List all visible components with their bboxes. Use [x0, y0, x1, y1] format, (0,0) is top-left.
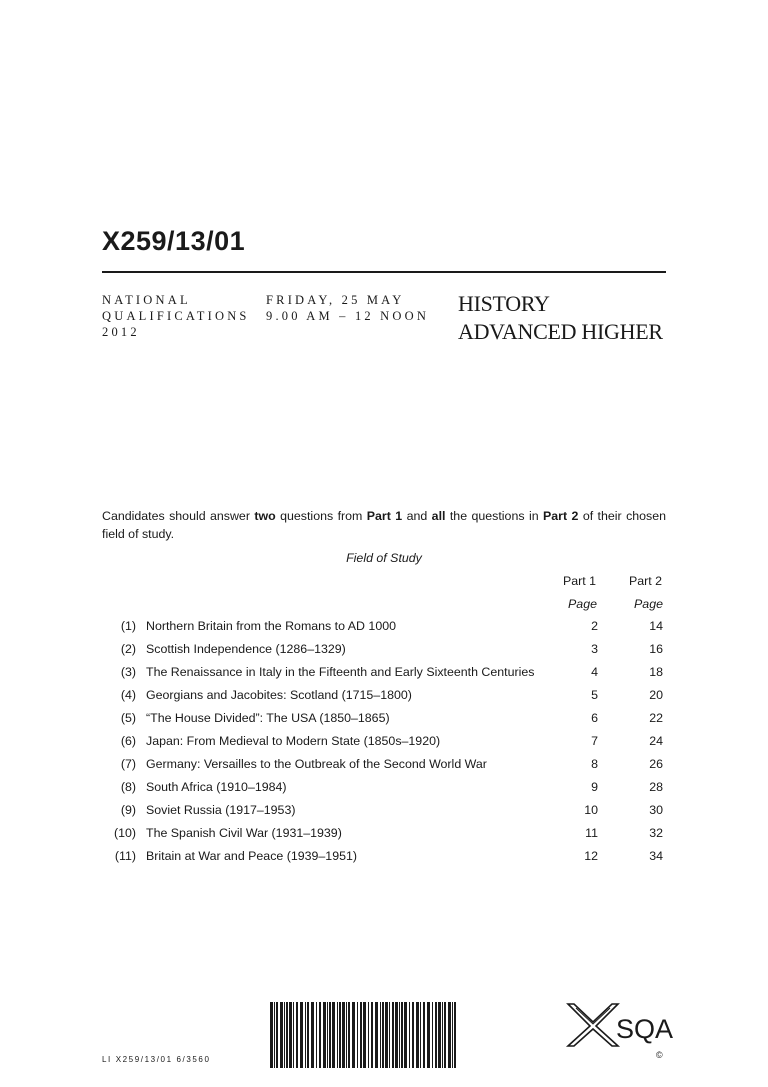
row-p1: 8: [591, 757, 598, 771]
barcode-bar: [385, 1002, 388, 1068]
row-p2: 18: [649, 665, 663, 679]
table-row: [102, 642, 666, 665]
table-row: [102, 803, 666, 826]
part2-header: Part 2: [628, 574, 662, 588]
qualifications-line: QUALIFICATIONS: [102, 309, 250, 323]
row-title: Japan: From Medieval to Modern State (1850s–1920): [146, 734, 441, 748]
row-title: Scottish Independence (1286–1329): [146, 642, 346, 656]
subject-title: [458, 290, 663, 346]
row-num: (8): [120, 780, 136, 794]
barcode-bar: [412, 1002, 414, 1068]
instructions-text: of their chosen field of study.: [102, 509, 667, 541]
row-title: Georgians and Jacobites: Scotland (1715–1800): [146, 688, 412, 702]
table-row: [102, 849, 666, 872]
instructions-bold: all: [431, 509, 446, 523]
row-title: South Africa (1910–1984): [146, 780, 287, 794]
row-num: (5): [120, 711, 136, 725]
exam-date: [266, 292, 429, 324]
barcode-bar: [280, 1002, 283, 1068]
barcode-bar: [401, 1002, 403, 1068]
barcode-bar: [296, 1002, 298, 1068]
barcode-bar: [339, 1002, 341, 1068]
barcode-bar: [311, 1002, 314, 1068]
barcode-bar: [438, 1002, 441, 1068]
row-p2: 22: [649, 711, 663, 725]
table-row: [102, 711, 666, 734]
table-row: [102, 734, 666, 757]
barcode-bar: [399, 1002, 400, 1068]
barcode-bar: [363, 1002, 366, 1068]
row-p1: 4: [591, 665, 598, 679]
row-num: (6): [120, 734, 136, 748]
row-p2: 26: [649, 757, 663, 771]
row-title: “The House Divided”: The USA (1850–1865): [146, 711, 390, 725]
barcode-bar: [286, 1002, 288, 1068]
paper-code: X259/13/01: [102, 226, 246, 256]
row-num: (7): [120, 757, 136, 771]
barcode-bar: [348, 1002, 350, 1068]
row-p2: 34: [649, 849, 663, 863]
row-p1: 9: [591, 780, 598, 794]
row-title: Britain at War and Peace (1939–1951): [146, 849, 357, 863]
row-p2: 28: [649, 780, 663, 794]
row-p2: 30: [649, 803, 663, 817]
barcode-bar: [300, 1002, 303, 1068]
time-line: 9.00 AM – 12 NOON: [266, 309, 430, 323]
row-p1: 7: [591, 734, 598, 748]
instructions-text: and: [402, 509, 432, 523]
row-p2: 20: [649, 688, 663, 702]
barcode-bar: [454, 1002, 456, 1068]
row-p1: 3: [591, 642, 598, 656]
barcode-bar: [452, 1002, 453, 1068]
field-of-study-caption: Field of Study: [346, 551, 422, 565]
row-p1: 6: [591, 711, 598, 725]
row-p2: 16: [649, 642, 663, 656]
barcode-image: [270, 1002, 456, 1068]
instructions-bold: two: [254, 509, 276, 523]
row-p1: 2: [591, 619, 598, 633]
row-p1: 5: [591, 688, 598, 702]
barcode-bar: [357, 1002, 358, 1068]
barcode-bar: [329, 1002, 331, 1068]
barcode-bar: [346, 1002, 347, 1068]
table-row: [102, 665, 666, 688]
barcode-bar: [423, 1002, 425, 1068]
year-line: 2012: [102, 325, 140, 339]
barcode-bar: [337, 1002, 338, 1068]
barcode-bar: [293, 1002, 294, 1068]
barcode-bar: [319, 1002, 321, 1068]
table-row: [102, 826, 666, 849]
barcode-bar: [352, 1002, 355, 1068]
table-row: [102, 757, 666, 780]
barcode-bar: [368, 1002, 369, 1068]
barcode-bar: [427, 1002, 430, 1068]
barcode-bar: [404, 1002, 407, 1068]
level-line: ADVANCED HIGHER: [458, 319, 663, 344]
barcode-bar: [380, 1002, 381, 1068]
barcode-bar: [332, 1002, 335, 1068]
row-p2: 32: [649, 826, 663, 840]
row-num: (11): [114, 849, 136, 863]
table-row: [102, 619, 666, 642]
date-line: FRIDAY, 25 MAY: [266, 293, 405, 307]
national-line: NATIONAL: [102, 293, 191, 307]
barcode-bar: [409, 1002, 410, 1068]
sqa-logo-text: SQA: [616, 1014, 674, 1044]
barcode-bar: [392, 1002, 394, 1068]
row-num: (9): [120, 803, 136, 817]
row-p2: 14: [649, 619, 663, 633]
barcode-bar: [327, 1002, 328, 1068]
row-p2: 24: [649, 734, 663, 748]
row-num: (1): [120, 619, 136, 633]
barcode-bar: [276, 1002, 278, 1068]
national-qualifications: [102, 292, 250, 340]
instructions: [102, 507, 666, 543]
sqa-logo: [560, 1000, 674, 1048]
barcode-bar: [395, 1002, 398, 1068]
row-title: The Spanish Civil War (1931–1939): [146, 826, 342, 840]
barcode-bar: [342, 1002, 345, 1068]
part1-page-header: Page: [568, 597, 597, 611]
field-of-study-table: [102, 619, 666, 872]
barcode-bar: [442, 1002, 443, 1068]
subject-line: HISTORY: [458, 291, 550, 316]
row-title: The Renaissance in Italy in the Fifteenth and Early Sixteenth Centuries: [146, 665, 535, 679]
part1-header: Part 1: [562, 574, 596, 588]
barcode-bar: [371, 1002, 373, 1068]
footer-code: LI X259/13/01 6/3560: [102, 1055, 211, 1064]
barcode-bar: [416, 1002, 419, 1068]
barcode-bar: [435, 1002, 437, 1068]
barcode-bar: [305, 1002, 306, 1068]
row-title: Soviet Russia (1917–1953): [146, 803, 296, 817]
row-title: Germany: Versailles to the Outbreak of the Second World War: [146, 757, 487, 771]
table-row: [102, 780, 666, 803]
barcode-bar: [420, 1002, 421, 1068]
row-num: (4): [120, 688, 136, 702]
header-rule: [102, 271, 666, 273]
row-num: (2): [120, 642, 136, 656]
barcode-bar: [389, 1002, 390, 1068]
barcode-bar: [448, 1002, 451, 1068]
barcode-bar: [444, 1002, 446, 1068]
barcode-bar: [307, 1002, 309, 1068]
barcode-bar: [316, 1002, 317, 1068]
copyright-mark: ©: [656, 1050, 663, 1060]
barcode-bar: [360, 1002, 362, 1068]
row-p1: 12: [584, 849, 598, 863]
row-title: Northern Britain from the Romans to AD 1000: [146, 619, 396, 633]
instructions-text: Candidates should answer: [102, 509, 255, 523]
barcode-bar: [270, 1002, 273, 1068]
instructions-text: questions from: [275, 509, 367, 523]
barcode-bar: [284, 1002, 285, 1068]
row-p1: 11: [585, 826, 598, 840]
instructions-bold: Part 1: [366, 509, 403, 523]
barcode-bar: [382, 1002, 384, 1068]
row-num: (10): [113, 826, 136, 840]
barcode-bar: [432, 1002, 433, 1068]
barcode-bar: [375, 1002, 378, 1068]
row-num: (3): [120, 665, 136, 679]
barcode-bar: [289, 1002, 292, 1068]
instructions-text: the questions in: [445, 509, 543, 523]
table-row: [102, 688, 666, 711]
instructions-bold: Part 2: [543, 509, 579, 523]
part2-page-header: Page: [634, 597, 663, 611]
barcode-bar: [274, 1002, 275, 1068]
barcode-bar: [323, 1002, 326, 1068]
row-p1: 10: [584, 803, 598, 817]
